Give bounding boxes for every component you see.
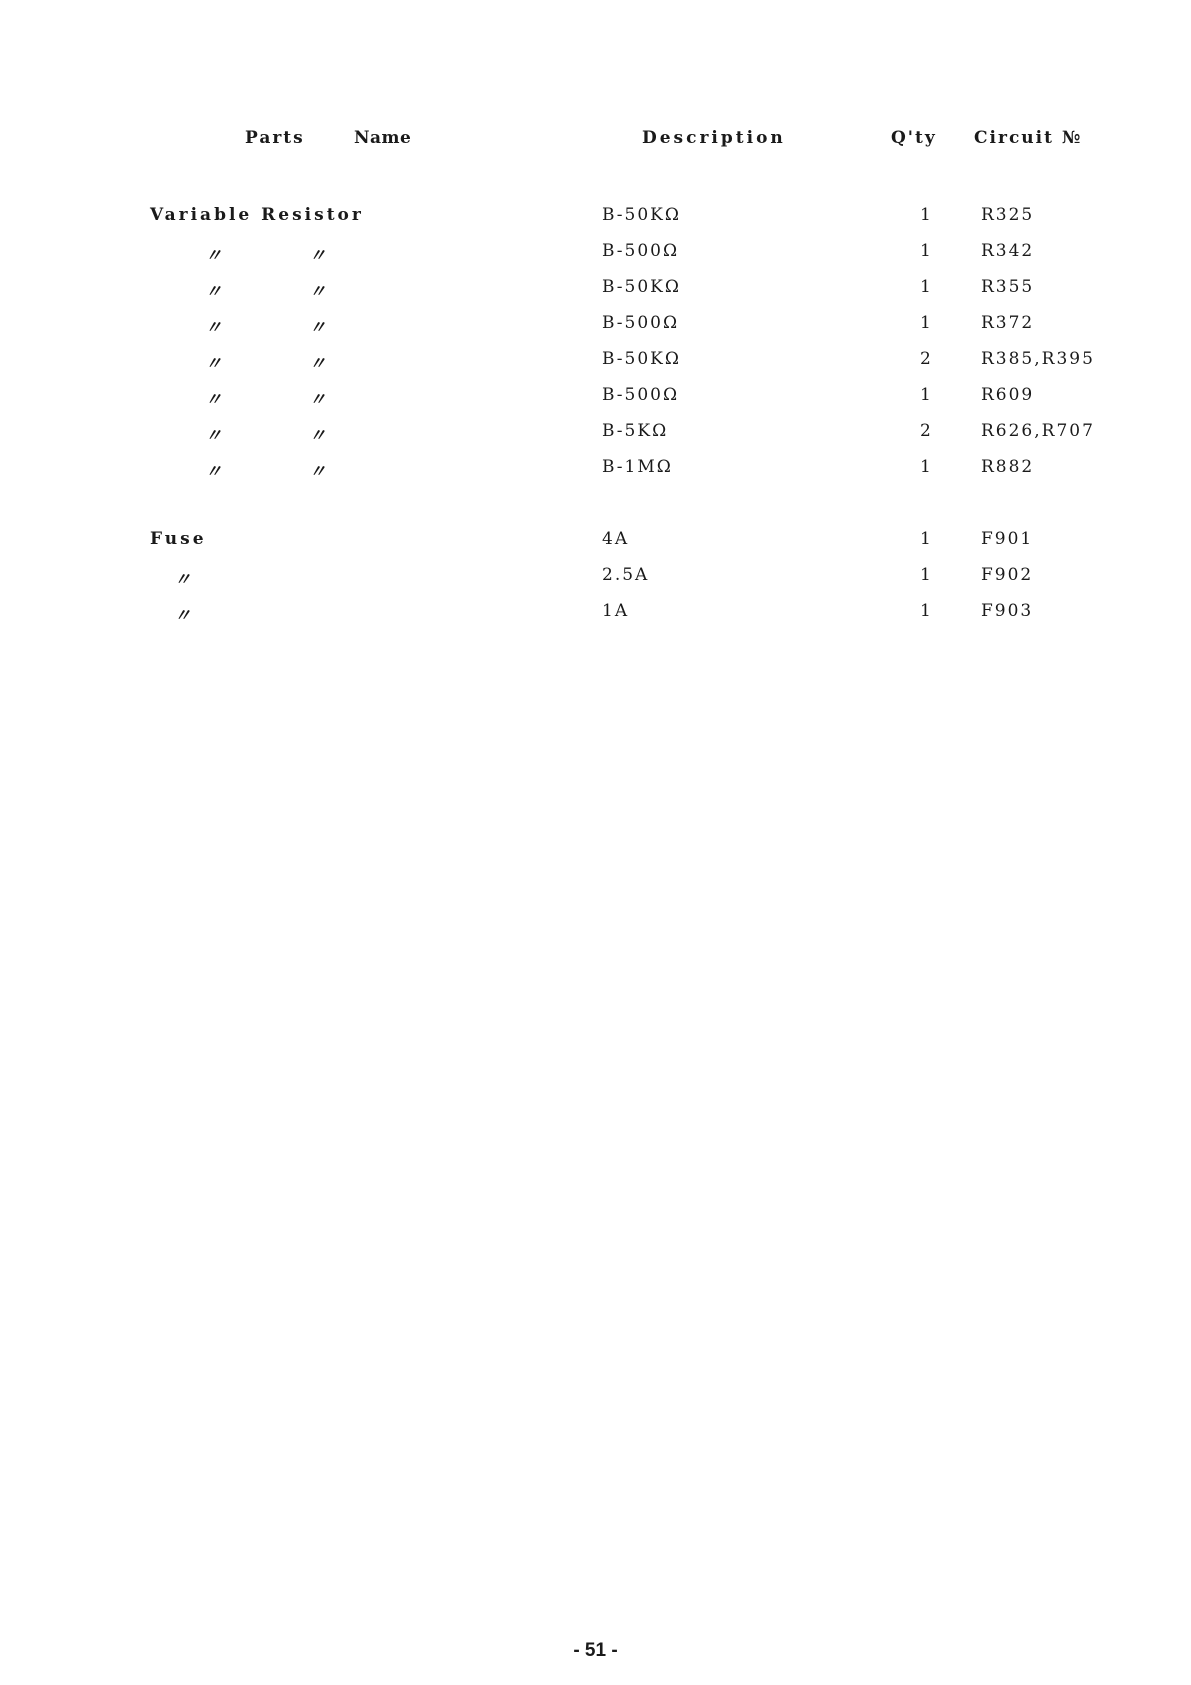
part-qty: 1 [920, 565, 931, 585]
part-qty: 1 [920, 529, 931, 549]
parts-row [0, 601, 1191, 631]
header-qty: Q'ty [891, 128, 937, 148]
part-circuit: R626,R707 [981, 421, 1095, 441]
parts-row [0, 421, 1191, 451]
ditto-mark: 〃 [205, 390, 222, 410]
part-description: B-50KΩ [602, 205, 681, 225]
part-description: B-1MΩ [602, 457, 673, 477]
ditto-mark: 〃 [205, 354, 222, 374]
header-circuit: Circuit № [974, 128, 1083, 148]
ditto-mark: 〃 [309, 462, 326, 482]
ditto-mark: 〃 [205, 282, 222, 302]
part-circuit: R385,R395 [981, 349, 1095, 369]
part-qty: 1 [920, 313, 931, 333]
part-qty: 2 [920, 421, 931, 441]
parts-row [0, 385, 1191, 415]
ditto-mark: 〃 [205, 426, 222, 446]
ditto-mark: 〃 [309, 246, 326, 266]
part-circuit: F901 [981, 529, 1034, 549]
part-description: B-50KΩ [602, 277, 681, 297]
part-qty: 1 [920, 385, 931, 405]
ditto-mark: 〃 [309, 282, 326, 302]
part-qty: 2 [920, 349, 931, 369]
ditto-mark: 〃 [205, 462, 222, 482]
ditto-mark: 〃 [205, 318, 222, 338]
parts-row [0, 205, 1191, 235]
ditto-mark: 〃 [174, 570, 191, 590]
header-parts: Parts [245, 128, 305, 148]
part-circuit: R372 [981, 313, 1035, 333]
ditto-mark: 〃 [309, 390, 326, 410]
part-circuit: F903 [981, 601, 1034, 621]
part-description: B-5KΩ [602, 421, 669, 441]
parts-row [0, 277, 1191, 307]
ditto-mark: 〃 [205, 246, 222, 266]
parts-row [0, 565, 1191, 595]
part-description: B-500Ω [602, 385, 680, 405]
part-qty: 1 [920, 457, 931, 477]
parts-row [0, 529, 1191, 559]
part-name: Fuse [150, 529, 207, 549]
page-number: - 51 - [573, 1640, 618, 1661]
part-qty: 1 [920, 241, 931, 261]
part-description: 2.5A [602, 565, 650, 585]
part-description: 4A [602, 529, 630, 549]
ditto-mark: 〃 [309, 318, 326, 338]
parts-row [0, 457, 1191, 487]
ditto-mark: 〃 [174, 606, 191, 626]
part-circuit: R882 [981, 457, 1035, 477]
header-name: Name [354, 128, 412, 148]
part-name: Variable Resistor [150, 205, 364, 225]
part-circuit: R325 [981, 205, 1035, 225]
part-description: 1A [602, 601, 630, 621]
part-circuit: R609 [981, 385, 1035, 405]
part-description: B-50KΩ [602, 349, 681, 369]
parts-row [0, 313, 1191, 343]
part-qty: 1 [920, 277, 931, 297]
part-circuit: F902 [981, 565, 1034, 585]
part-description: B-500Ω [602, 241, 680, 261]
part-description: B-500Ω [602, 313, 680, 333]
ditto-mark: 〃 [309, 354, 326, 374]
part-circuit: R355 [981, 277, 1035, 297]
ditto-mark: 〃 [309, 426, 326, 446]
part-qty: 1 [920, 601, 931, 621]
part-qty: 1 [920, 205, 931, 225]
parts-row [0, 349, 1191, 379]
part-circuit: R342 [981, 241, 1035, 261]
parts-row [0, 241, 1191, 271]
header-description: Description [642, 128, 786, 148]
